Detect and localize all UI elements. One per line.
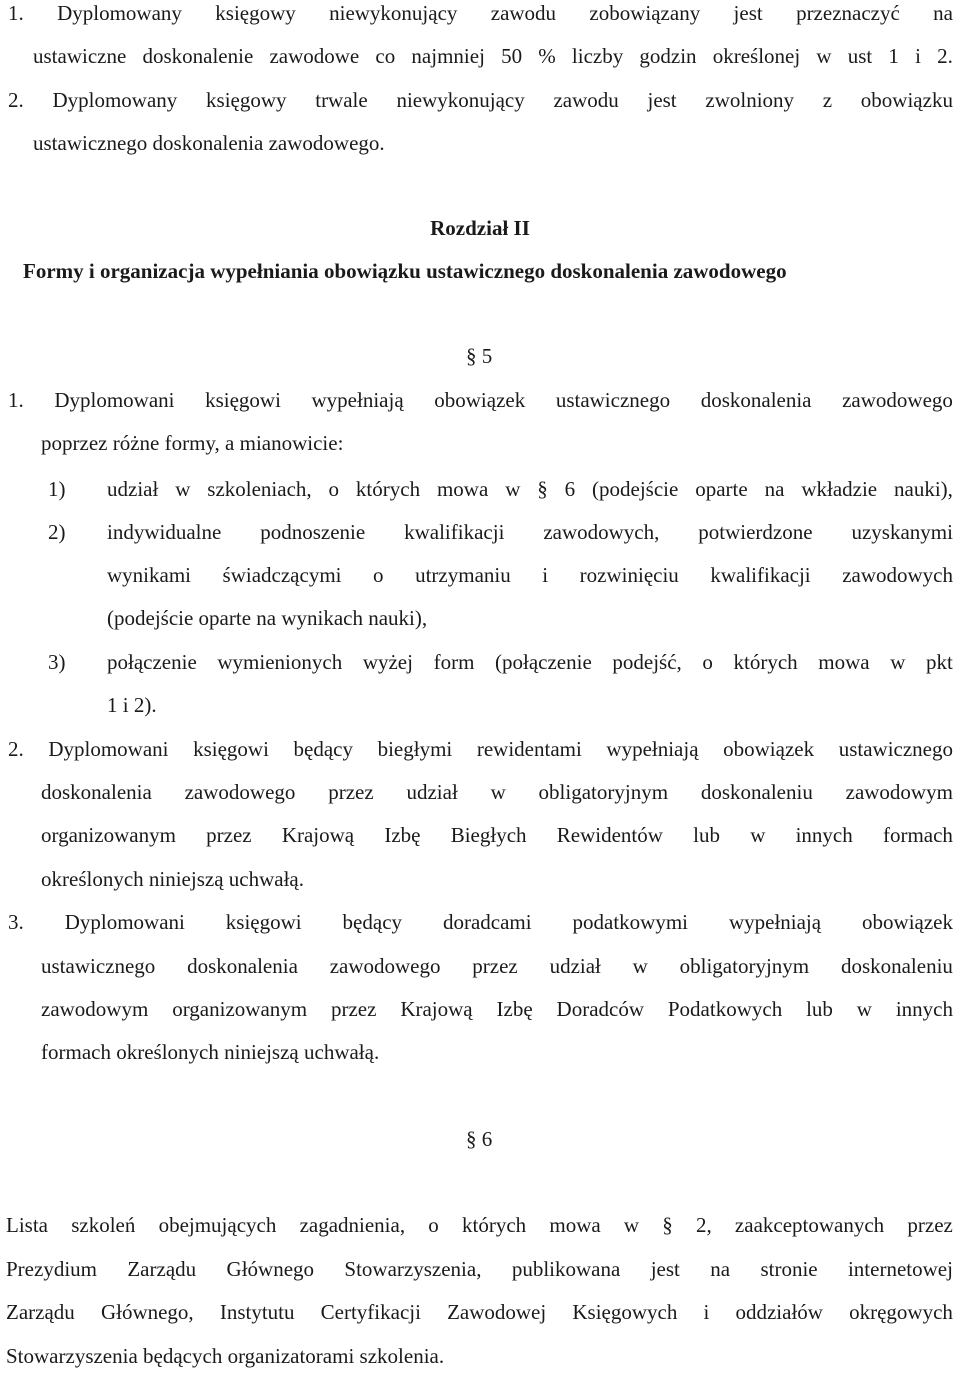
section-6-heading: § 6 xyxy=(466,1127,493,1151)
word: zawodowych, xyxy=(543,520,660,544)
word: ustawicznego xyxy=(41,954,156,978)
word: zawodowych xyxy=(842,563,953,587)
word: okręgowych xyxy=(849,1300,953,1324)
word: udział xyxy=(107,477,159,501)
word: (połączenie xyxy=(495,650,592,674)
para-5-2-line-3 xyxy=(41,825,953,846)
word: w xyxy=(856,997,872,1021)
word: % xyxy=(538,44,556,68)
word: lub xyxy=(806,997,833,1021)
word: innych xyxy=(795,823,853,847)
section-5-heading: § 5 xyxy=(466,344,493,368)
word: godzin xyxy=(639,44,697,68)
word: (podejście xyxy=(592,477,679,501)
word: 2, xyxy=(695,1213,712,1237)
word: Instytutu xyxy=(219,1300,295,1324)
word: co xyxy=(375,44,396,68)
word: rozwinięciu xyxy=(579,563,679,587)
word: Dyplomowani xyxy=(48,737,169,761)
list-item-2-line-3: (podejście oparte na wynikach nauki), xyxy=(107,606,428,630)
word: organizowanym xyxy=(172,997,308,1021)
word: obligatoryjnym xyxy=(679,954,810,978)
word: pkt xyxy=(926,650,953,674)
word: oparte xyxy=(695,477,748,501)
para-5-2-line-4: określonych niniejszą uchwałą. xyxy=(41,867,304,891)
para-4-1-line-2 xyxy=(33,46,953,67)
word: o xyxy=(328,477,340,501)
word: 2. xyxy=(8,737,24,761)
word: 2. xyxy=(8,88,24,112)
list-item-2-line-1 xyxy=(107,522,953,543)
list-item-3-line-1 xyxy=(107,652,953,673)
para-6-line-1 xyxy=(6,1215,953,1236)
word: w xyxy=(890,650,906,674)
word: ustawicznego xyxy=(555,388,671,412)
word: określonej xyxy=(712,44,801,68)
para-5-3-line-3 xyxy=(41,999,953,1020)
word: Zawodowej xyxy=(447,1300,547,1324)
word: Prezydium xyxy=(6,1257,97,1281)
word: będący xyxy=(342,910,403,934)
word: obowiązek xyxy=(862,910,953,934)
word: doskonaleniu xyxy=(700,780,813,804)
word: na xyxy=(764,477,785,501)
word: i xyxy=(915,44,921,68)
word: wkładzie xyxy=(801,477,878,501)
para-5-3-line-4: formach określonych niniejszą uchwałą. xyxy=(41,1040,380,1064)
word: Podatkowych xyxy=(667,997,783,1021)
word: wypełniają xyxy=(606,737,699,761)
word: mowa xyxy=(436,477,489,501)
word: § xyxy=(537,477,548,501)
word: zaakceptowanych xyxy=(734,1213,885,1237)
word: doskonalenia xyxy=(700,388,812,412)
word: indywidualne xyxy=(107,520,222,544)
list-item-2-number: 2) xyxy=(48,520,66,544)
word: w xyxy=(490,780,506,804)
word: niewykonujący xyxy=(396,88,525,112)
para-5-3-line-1 xyxy=(8,912,953,933)
word: przez xyxy=(472,954,518,978)
word: stronie xyxy=(760,1257,818,1281)
para-5-1-line-2: poprzez różne formy, a mianowicie: xyxy=(41,431,344,455)
word: zawodowe xyxy=(269,44,360,68)
word: i xyxy=(703,1300,710,1324)
word: obejmujących xyxy=(158,1213,277,1237)
word: ustawicznego xyxy=(838,737,953,761)
list-item-1-number: 1) xyxy=(48,477,66,501)
word: oddziałów xyxy=(735,1300,823,1324)
para-5-2-line-1 xyxy=(8,739,953,760)
word: 1. xyxy=(8,388,24,412)
word: jest xyxy=(733,1,763,25)
word: niewykonujący xyxy=(329,1,458,25)
word: Krajową xyxy=(400,997,473,1021)
word: na xyxy=(710,1257,731,1281)
word: doradcami xyxy=(442,910,532,934)
word: jest xyxy=(647,88,677,112)
word: księgowi xyxy=(205,388,281,412)
word: ustawiczne xyxy=(33,44,127,68)
word: Izbę xyxy=(496,997,533,1021)
word: w xyxy=(816,44,832,68)
word: zawodu xyxy=(553,88,619,112)
word: zawodowego xyxy=(329,954,441,978)
word: będący xyxy=(293,737,353,761)
word: ust xyxy=(847,44,873,68)
word: 1. xyxy=(8,1,24,25)
word: obligatoryjnym xyxy=(538,780,669,804)
word: Głównego, xyxy=(100,1300,194,1324)
para-5-3-line-2 xyxy=(41,956,953,977)
chapter-title: Formy i organizacja wypełniania obowiązku ustawicznego doskonalenia zawodowego xyxy=(23,259,787,283)
word: liczby xyxy=(571,44,624,68)
word: najmniej xyxy=(411,44,485,68)
word: podejść, xyxy=(612,650,682,674)
word: przez xyxy=(330,997,377,1021)
word: kwalifikacji xyxy=(404,520,505,544)
para-4-2-line-2: ustawicznego doskonalenia zawodowego. xyxy=(33,131,385,155)
word: wynikami xyxy=(107,563,191,587)
word: których xyxy=(462,1213,527,1237)
word: o xyxy=(428,1213,439,1237)
word: w xyxy=(750,823,766,847)
word: lub xyxy=(693,823,720,847)
word: księgowy xyxy=(215,1,296,25)
word: wypełniają xyxy=(728,910,822,934)
word: z xyxy=(822,88,833,112)
word: których xyxy=(355,477,421,501)
word: których xyxy=(733,650,798,674)
word: doskonalenie xyxy=(142,44,254,68)
word: rewidentami xyxy=(476,737,582,761)
word: 50 xyxy=(501,44,523,68)
list-item-3-line-2: 1 i 2). xyxy=(107,693,157,717)
para-5-2-line-2 xyxy=(41,782,953,803)
word: udział xyxy=(406,780,458,804)
word: zwolniony xyxy=(705,88,795,112)
word: 2. xyxy=(937,44,953,68)
word: doskonalenia xyxy=(41,780,152,804)
word: Izbę xyxy=(384,823,421,847)
word: świadczącymi xyxy=(222,563,342,587)
word: Dyplomowani xyxy=(64,910,185,934)
word: Zarządu xyxy=(6,1300,75,1324)
word: Krajową xyxy=(281,823,355,847)
word: Stowarzyszenia, xyxy=(344,1257,482,1281)
word: Lista xyxy=(6,1213,48,1237)
para-4-1-line-1 xyxy=(8,3,953,24)
word: szkoleń xyxy=(71,1213,136,1237)
word: zobowiązany xyxy=(589,1,701,25)
word: obowiązku xyxy=(860,88,953,112)
word: doskonalenia xyxy=(187,954,298,978)
word: utrzymaniu xyxy=(415,563,511,587)
para-4-2-line-1 xyxy=(8,90,953,111)
word: organizowanym xyxy=(41,823,176,847)
word: Dyplomowani xyxy=(54,388,175,412)
word: zagadnienia, xyxy=(299,1213,406,1237)
word: księgowi xyxy=(193,737,269,761)
word: obowiązek xyxy=(434,388,526,412)
word: § xyxy=(662,1213,673,1237)
word: potwierdzone xyxy=(698,520,813,544)
word: udział xyxy=(549,954,601,978)
word: zawodowym xyxy=(41,997,149,1021)
word: Zarządu xyxy=(127,1257,197,1281)
word: księgowy xyxy=(206,88,287,112)
word: Dyplomowany xyxy=(52,88,178,112)
word: szkoleniach, xyxy=(207,477,312,501)
word: biegłymi xyxy=(377,737,453,761)
word: w xyxy=(623,1213,640,1237)
word: mowa xyxy=(549,1213,601,1237)
word: mowa xyxy=(818,650,870,674)
word: Księgowych xyxy=(572,1300,678,1324)
word: 6 xyxy=(564,477,576,501)
word: 1 xyxy=(888,44,899,68)
word: 3. xyxy=(8,910,24,934)
word: i xyxy=(542,563,549,587)
word: Doradców xyxy=(556,997,644,1021)
word: połączenie xyxy=(107,650,197,674)
list-item-2-line-2 xyxy=(107,565,953,586)
word: przez xyxy=(907,1213,953,1237)
para-6-line-3 xyxy=(6,1302,953,1323)
word: internetowej xyxy=(847,1257,953,1281)
word: podatkowymi xyxy=(572,910,689,934)
word: publikowana xyxy=(511,1257,621,1281)
word: obowiązek xyxy=(723,737,815,761)
word: przeznaczyć xyxy=(796,1,900,25)
word: formach xyxy=(882,823,953,847)
word: trwale xyxy=(315,88,368,112)
word: doskonaleniu xyxy=(840,954,953,978)
list-item-1-text xyxy=(107,479,953,500)
word: zawodowego xyxy=(842,388,953,412)
word: wypełniają xyxy=(311,388,404,412)
word: przez xyxy=(328,780,374,804)
word: Głównego xyxy=(226,1257,315,1281)
para-6-line-2 xyxy=(6,1259,953,1280)
word: form xyxy=(433,650,475,674)
word: innych xyxy=(895,997,953,1021)
word: w xyxy=(175,477,191,501)
word: księgowi xyxy=(225,910,302,934)
word: podnoszenie xyxy=(260,520,366,544)
word: zawodowym xyxy=(845,780,953,804)
word: wymienionych xyxy=(217,650,343,674)
para-5-1-line-1 xyxy=(8,390,953,411)
chapter-number: Rozdział II xyxy=(430,216,530,240)
word: na xyxy=(933,1,953,25)
para-6-line-4: Stowarzyszenia będących organizatorami szkolenia. xyxy=(6,1344,445,1368)
word: Rewidentów xyxy=(556,823,663,847)
word: o xyxy=(373,563,384,587)
word: Dyplomowany xyxy=(57,1,182,25)
word: nauki), xyxy=(894,477,953,501)
word: zawodowego xyxy=(184,780,296,804)
word: w xyxy=(505,477,521,501)
word: uzyskanymi xyxy=(851,520,953,544)
word: zawodu xyxy=(490,1,557,25)
word: Biegłych xyxy=(450,823,527,847)
word: w xyxy=(632,954,648,978)
word: jest xyxy=(650,1257,680,1281)
word: kwalifikacji xyxy=(710,563,811,587)
list-item-3-number: 3) xyxy=(48,650,66,674)
word: wyżej xyxy=(362,650,413,674)
word: o xyxy=(702,650,713,674)
word: przez xyxy=(206,823,252,847)
word: Certyfikacji xyxy=(320,1300,421,1324)
